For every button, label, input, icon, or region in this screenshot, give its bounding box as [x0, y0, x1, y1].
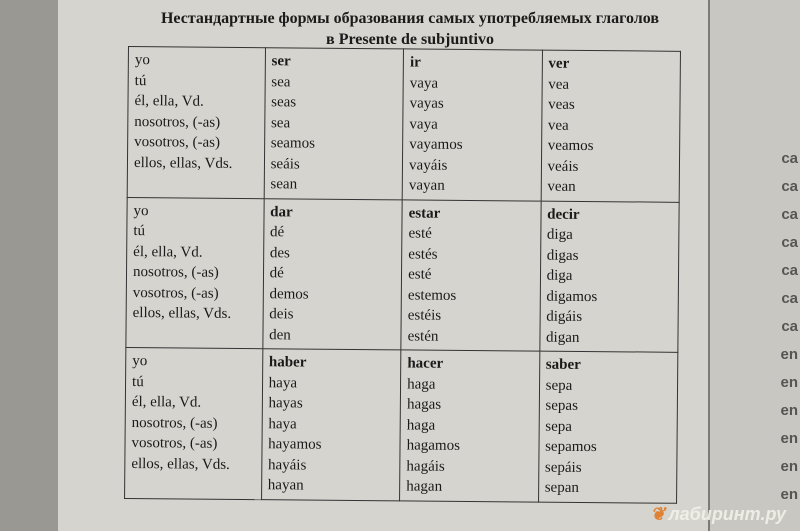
verb-infinitive: saber [545, 356, 581, 373]
verb-cell [541, 50, 681, 202]
verb-form: estemos [407, 286, 457, 304]
verb-form: vaya [409, 115, 438, 133]
title-line-1: Нестандартные формы образования самых употребляемых глаголов [160, 10, 660, 27]
verb-form: deis [269, 306, 294, 323]
verb-cell [402, 49, 542, 201]
title-line-2: в Presente de subjuntivo [326, 31, 494, 48]
side-mark: en [780, 430, 798, 447]
verb-form: hagan [406, 478, 443, 495]
verb-form: estén [407, 327, 439, 345]
verb-form: digan [545, 329, 580, 346]
side-mark: ca [781, 178, 798, 195]
side-mark: ca [781, 150, 798, 167]
verb-form: veamos [547, 137, 594, 155]
verb-form: vea [548, 76, 570, 93]
verb-infinitive: dar [270, 203, 293, 220]
side-mark: ca [781, 318, 798, 335]
verb-form: digas [546, 247, 579, 264]
verb-form: estéis [407, 307, 442, 324]
verb-form: hagáis [406, 457, 445, 475]
verb-infinitive: estar [408, 204, 441, 222]
verb-cell [401, 199, 541, 351]
verb-form: seáis [270, 155, 300, 173]
verb-cell [400, 350, 540, 502]
verb-form: sea [271, 73, 291, 90]
verb-form: hagamos [406, 437, 461, 454]
verb-form: vayan [408, 177, 445, 194]
verb-infinitive: ir [409, 54, 421, 71]
pronoun: él, ella, Vd. [134, 93, 204, 110]
verb-form: sepa [545, 418, 573, 435]
side-mark: en [780, 458, 798, 475]
verb-form: veas [548, 96, 575, 113]
pronoun: él, ella, Vd. [133, 243, 203, 261]
verb-form: veáis [547, 158, 579, 175]
pronoun-cell [125, 347, 263, 499]
side-mark: en [780, 402, 798, 419]
verb-form: des [269, 244, 290, 261]
verb-form: vean [547, 178, 576, 195]
verb-form: sepan [544, 479, 579, 496]
verb-form: haga [407, 375, 436, 393]
verb-form: estés [408, 245, 438, 263]
verb-cell [539, 201, 679, 353]
pronoun: tú [132, 373, 144, 390]
pronoun: tú [134, 72, 147, 89]
side-mark: ca [781, 262, 798, 279]
verb-form: vayas [409, 95, 444, 112]
verb-form: den [269, 326, 291, 343]
side-mark: ca [781, 206, 798, 223]
verb-form: dé [269, 224, 285, 241]
verb-form: digamos [546, 288, 598, 305]
pronoun: vosotros, (-as) [134, 134, 221, 151]
verb-form: haya [268, 374, 298, 391]
pronoun: él, ella, Vd. [131, 394, 202, 411]
verb-form: hayamos [268, 436, 322, 453]
verb-cell [538, 351, 678, 503]
pronoun: ellos, ellas, Vds. [131, 455, 230, 473]
watermark-text: лабиринт.ру [668, 504, 786, 524]
side-mark: en [780, 374, 798, 391]
pronoun: vosotros, (-as) [131, 435, 218, 452]
table-row [125, 347, 678, 502]
page-title [150, 8, 670, 50]
verb-form: esté [408, 225, 432, 242]
watermark [650, 504, 786, 525]
verb-form: sepas [545, 397, 579, 414]
pronoun: yo [132, 353, 148, 370]
verb-form: hayáis [267, 456, 307, 474]
table-row [126, 197, 679, 352]
verb-form: diga [546, 267, 573, 284]
verb-form: esté [408, 266, 432, 283]
pronoun-cell [126, 197, 264, 349]
verb-infinitive: ser [271, 53, 291, 70]
pronoun: nosotros, (-as) [131, 414, 218, 432]
pronoun: ellos, ellas, Vds. [132, 305, 232, 322]
pronoun: vosotros, (-as) [132, 284, 219, 302]
verb-form: hagas [406, 396, 442, 413]
leaf-icon: ❦ [650, 504, 666, 524]
verb-infinitive: ver [548, 55, 570, 72]
verb-cell [264, 48, 404, 200]
pronoun: yo [133, 202, 149, 219]
verb-form: vayáis [409, 156, 448, 174]
verb-form: hayas [268, 395, 303, 412]
verb-form: haya [268, 415, 297, 432]
table-row [127, 47, 680, 202]
verb-form: sepamos [545, 438, 597, 456]
verb-form: dé [269, 265, 284, 282]
verb-form: sepa [545, 377, 573, 394]
verb-infinitive: decir [547, 206, 580, 223]
verb-form: diga [546, 226, 573, 243]
verb-form: digáis [546, 308, 583, 325]
side-mark: ca [781, 234, 798, 251]
verb-infinitive: haber [268, 354, 307, 371]
side-mark: ca [781, 290, 798, 307]
side-mark: en [780, 346, 798, 363]
pronoun: nosotros, (-as) [132, 264, 219, 281]
verb-form: vayamos [409, 136, 463, 153]
adjacent-page [708, 0, 800, 531]
side-mark: en [780, 486, 798, 503]
pronoun: yo [134, 52, 150, 69]
verb-cell [263, 198, 403, 350]
verb-cell [261, 349, 401, 501]
verb-form: vaya [409, 74, 439, 92]
verb-form: sean [270, 176, 298, 193]
pronoun-cell [127, 47, 265, 199]
pronoun: ellos, ellas, Vds. [133, 154, 233, 172]
verb-infinitive: hacer [407, 355, 444, 372]
verb-form: sepáis [544, 459, 582, 476]
verb-form: sea [270, 114, 291, 131]
verb-form: seamos [270, 135, 316, 152]
verb-form: demos [269, 285, 309, 303]
verb-form: seas [271, 94, 297, 111]
verb-form: haga [406, 416, 436, 434]
verb-form: vea [547, 117, 569, 134]
conjugation-table [124, 46, 681, 503]
pronoun: tú [133, 223, 146, 240]
verb-form: hayan [267, 477, 304, 494]
pronoun: nosotros, (-as) [134, 113, 221, 131]
